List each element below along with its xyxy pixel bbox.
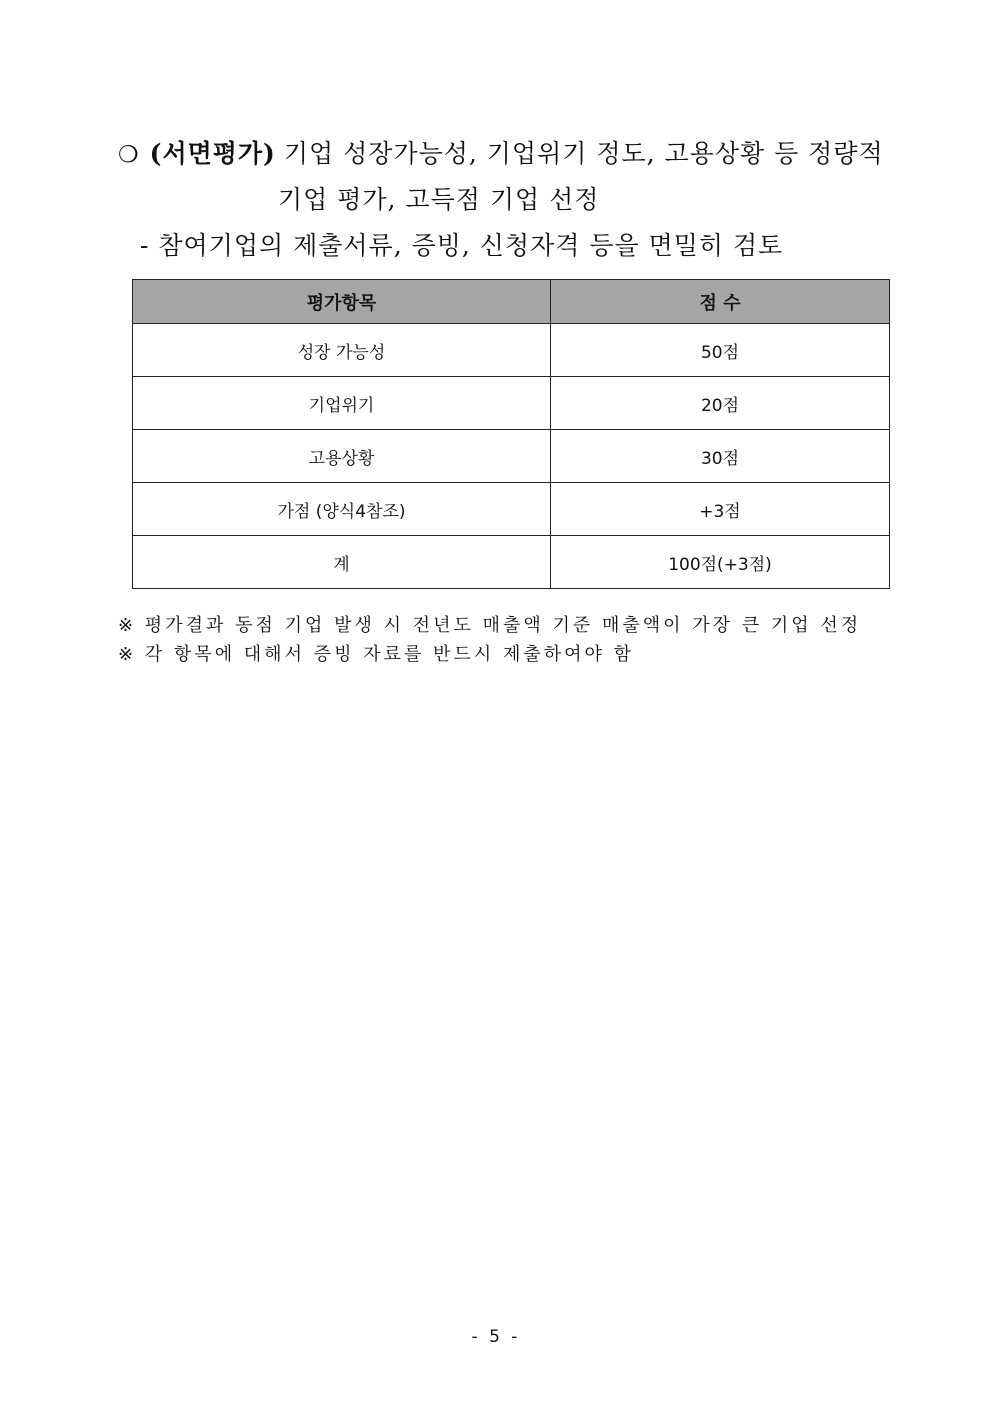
header-score: 점 수: [551, 280, 890, 324]
notes: [118, 611, 861, 669]
item-cell: 고용상황: [133, 430, 551, 483]
heading-text-line2: 기업 평가, 고득점 기업 선정: [278, 185, 600, 214]
item-cell: 기업위기: [133, 377, 551, 430]
table-row: [133, 377, 890, 430]
item-cell: 성장 가능성: [133, 324, 551, 377]
sub-item: - 참여기업의 제출서류, 증빙, 신청자격 등을 면밀히 검토: [140, 231, 784, 260]
note-tie-break: ※ 평가결과 동점 기업 발생 시 전년도 매출액 기준 매출액이 가장 큰 기업 선정: [118, 615, 862, 636]
note-evidence: ※ 각 항목에 대해서 증빙 자료를 반드시 제출하여야 함: [118, 644, 635, 665]
score-cell: 30점: [551, 430, 890, 483]
score-cell: 20점: [551, 377, 890, 430]
table-row-total: [133, 536, 890, 589]
heading-text-line1: 기업 성장가능성, 기업위기 정도, 고용상황 등 정량적: [283, 139, 884, 168]
score-cell: +3점: [551, 483, 890, 536]
header-evaluation-item: 평가항목: [133, 280, 551, 324]
table-header-row: [133, 280, 890, 324]
item-cell: 계: [133, 536, 551, 589]
item-cell: 가점 (양식4참조): [133, 483, 551, 536]
table-row: [133, 483, 890, 536]
table-row: [133, 430, 890, 483]
table-row: [133, 324, 890, 377]
page-number: - 5 -: [471, 1327, 521, 1347]
circle-bullet-icon: ❍: [118, 142, 140, 168]
score-cell: 100점(+3점): [551, 536, 890, 589]
heading-tag: (서면평가): [149, 139, 276, 168]
score-table: [132, 279, 890, 589]
score-cell: 50점: [551, 324, 890, 377]
section-heading: [118, 136, 918, 173]
